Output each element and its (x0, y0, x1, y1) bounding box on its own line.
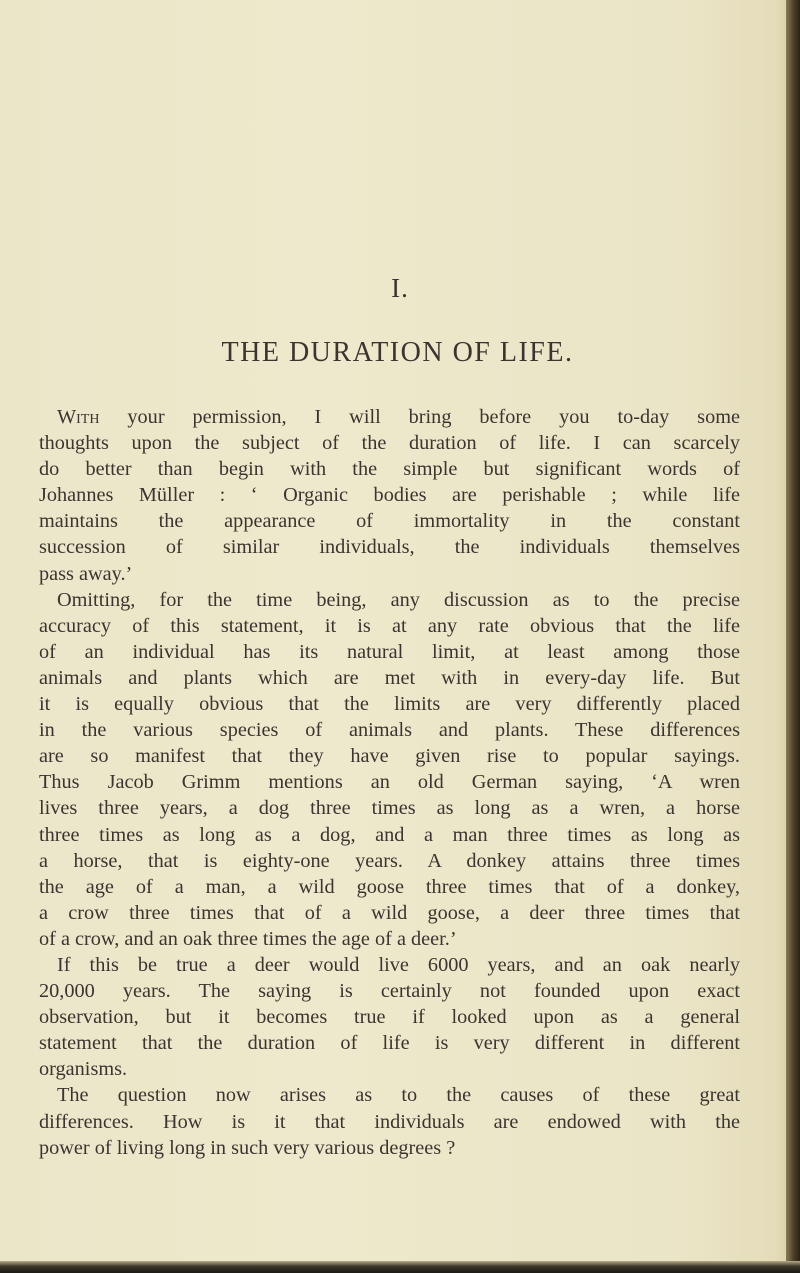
text-line: of a crow, and an oak three times the age of a deer.’ (39, 927, 457, 950)
body-text (39, 404, 740, 1161)
chapter-number: I. (391, 273, 409, 303)
text-line: Omitting, for the time being, any discussion as to the precise (57, 588, 740, 611)
text-line: a crow three times that of a wild goose, a deer three times that (39, 901, 740, 924)
text-line: statement that the duration of life is very different in different (39, 1032, 740, 1055)
text-line: three times as long as a dog, and a man three times as long as (39, 823, 740, 846)
text-line: animals and plants which are met with in every-day life. But (39, 666, 740, 689)
opening-word: With (57, 406, 100, 428)
text-line: observation, but it becomes true if looked upon as a general (39, 1006, 740, 1029)
text-line: 20,000 years. The saying is certainly not founded upon exact (39, 980, 740, 1003)
text-line: are so manifest that they have given rise to popular sayings. (39, 745, 740, 768)
text-line: Johannes Müller : ‘ Organic bodies are perishable ; while life (39, 484, 740, 507)
text-line: power of living long in such very various degrees ? (39, 1136, 456, 1159)
text-line: succession of similar individuals, the individuals themselves (39, 536, 740, 559)
text-line: in the various species of animals and plants. These differences (39, 719, 740, 742)
text-line: it is equally obvious that the limits are very differently placed (39, 693, 740, 716)
page-edge-bottom (0, 1261, 800, 1273)
page-edge-right (786, 0, 800, 1273)
chapter-title: THE DURATION OF LIFE. (221, 337, 574, 368)
text-line: of an individual has its natural limit, at least among those (39, 640, 740, 663)
text-line: If this be true a deer would live 6000 years, and an oak nearly (57, 953, 740, 976)
text-line: lives three years, a dog three times as long as a wren, a horse (39, 797, 740, 820)
text-line: accuracy of this statement, it is at any rate obvious that the life (39, 614, 740, 637)
text-line: pass away.’ (39, 562, 133, 585)
text-line: With your permission, I will bring before you to-day some (57, 406, 740, 428)
text-line: The question now arises as to the causes of these great (57, 1084, 740, 1107)
text-line: the age of a man, a wild goose three times that of a donkey, (39, 875, 740, 898)
text-line: thoughts upon the subject of the duration of life. I can scarcely (39, 432, 740, 455)
text-line: organisms. (39, 1058, 128, 1081)
text-line: a horse, that is eighty-one years. A donkey attains three times (39, 849, 740, 872)
text-line: do better than begin with the simple but significant words of (39, 458, 740, 481)
text-line: maintains the appearance of immortality in the constant (39, 510, 740, 533)
text-line: differences. How is it that individuals are endowed with the (39, 1110, 740, 1133)
text-line: Thus Jacob Grimm mentions an old German saying, ‘A wren (39, 771, 740, 794)
